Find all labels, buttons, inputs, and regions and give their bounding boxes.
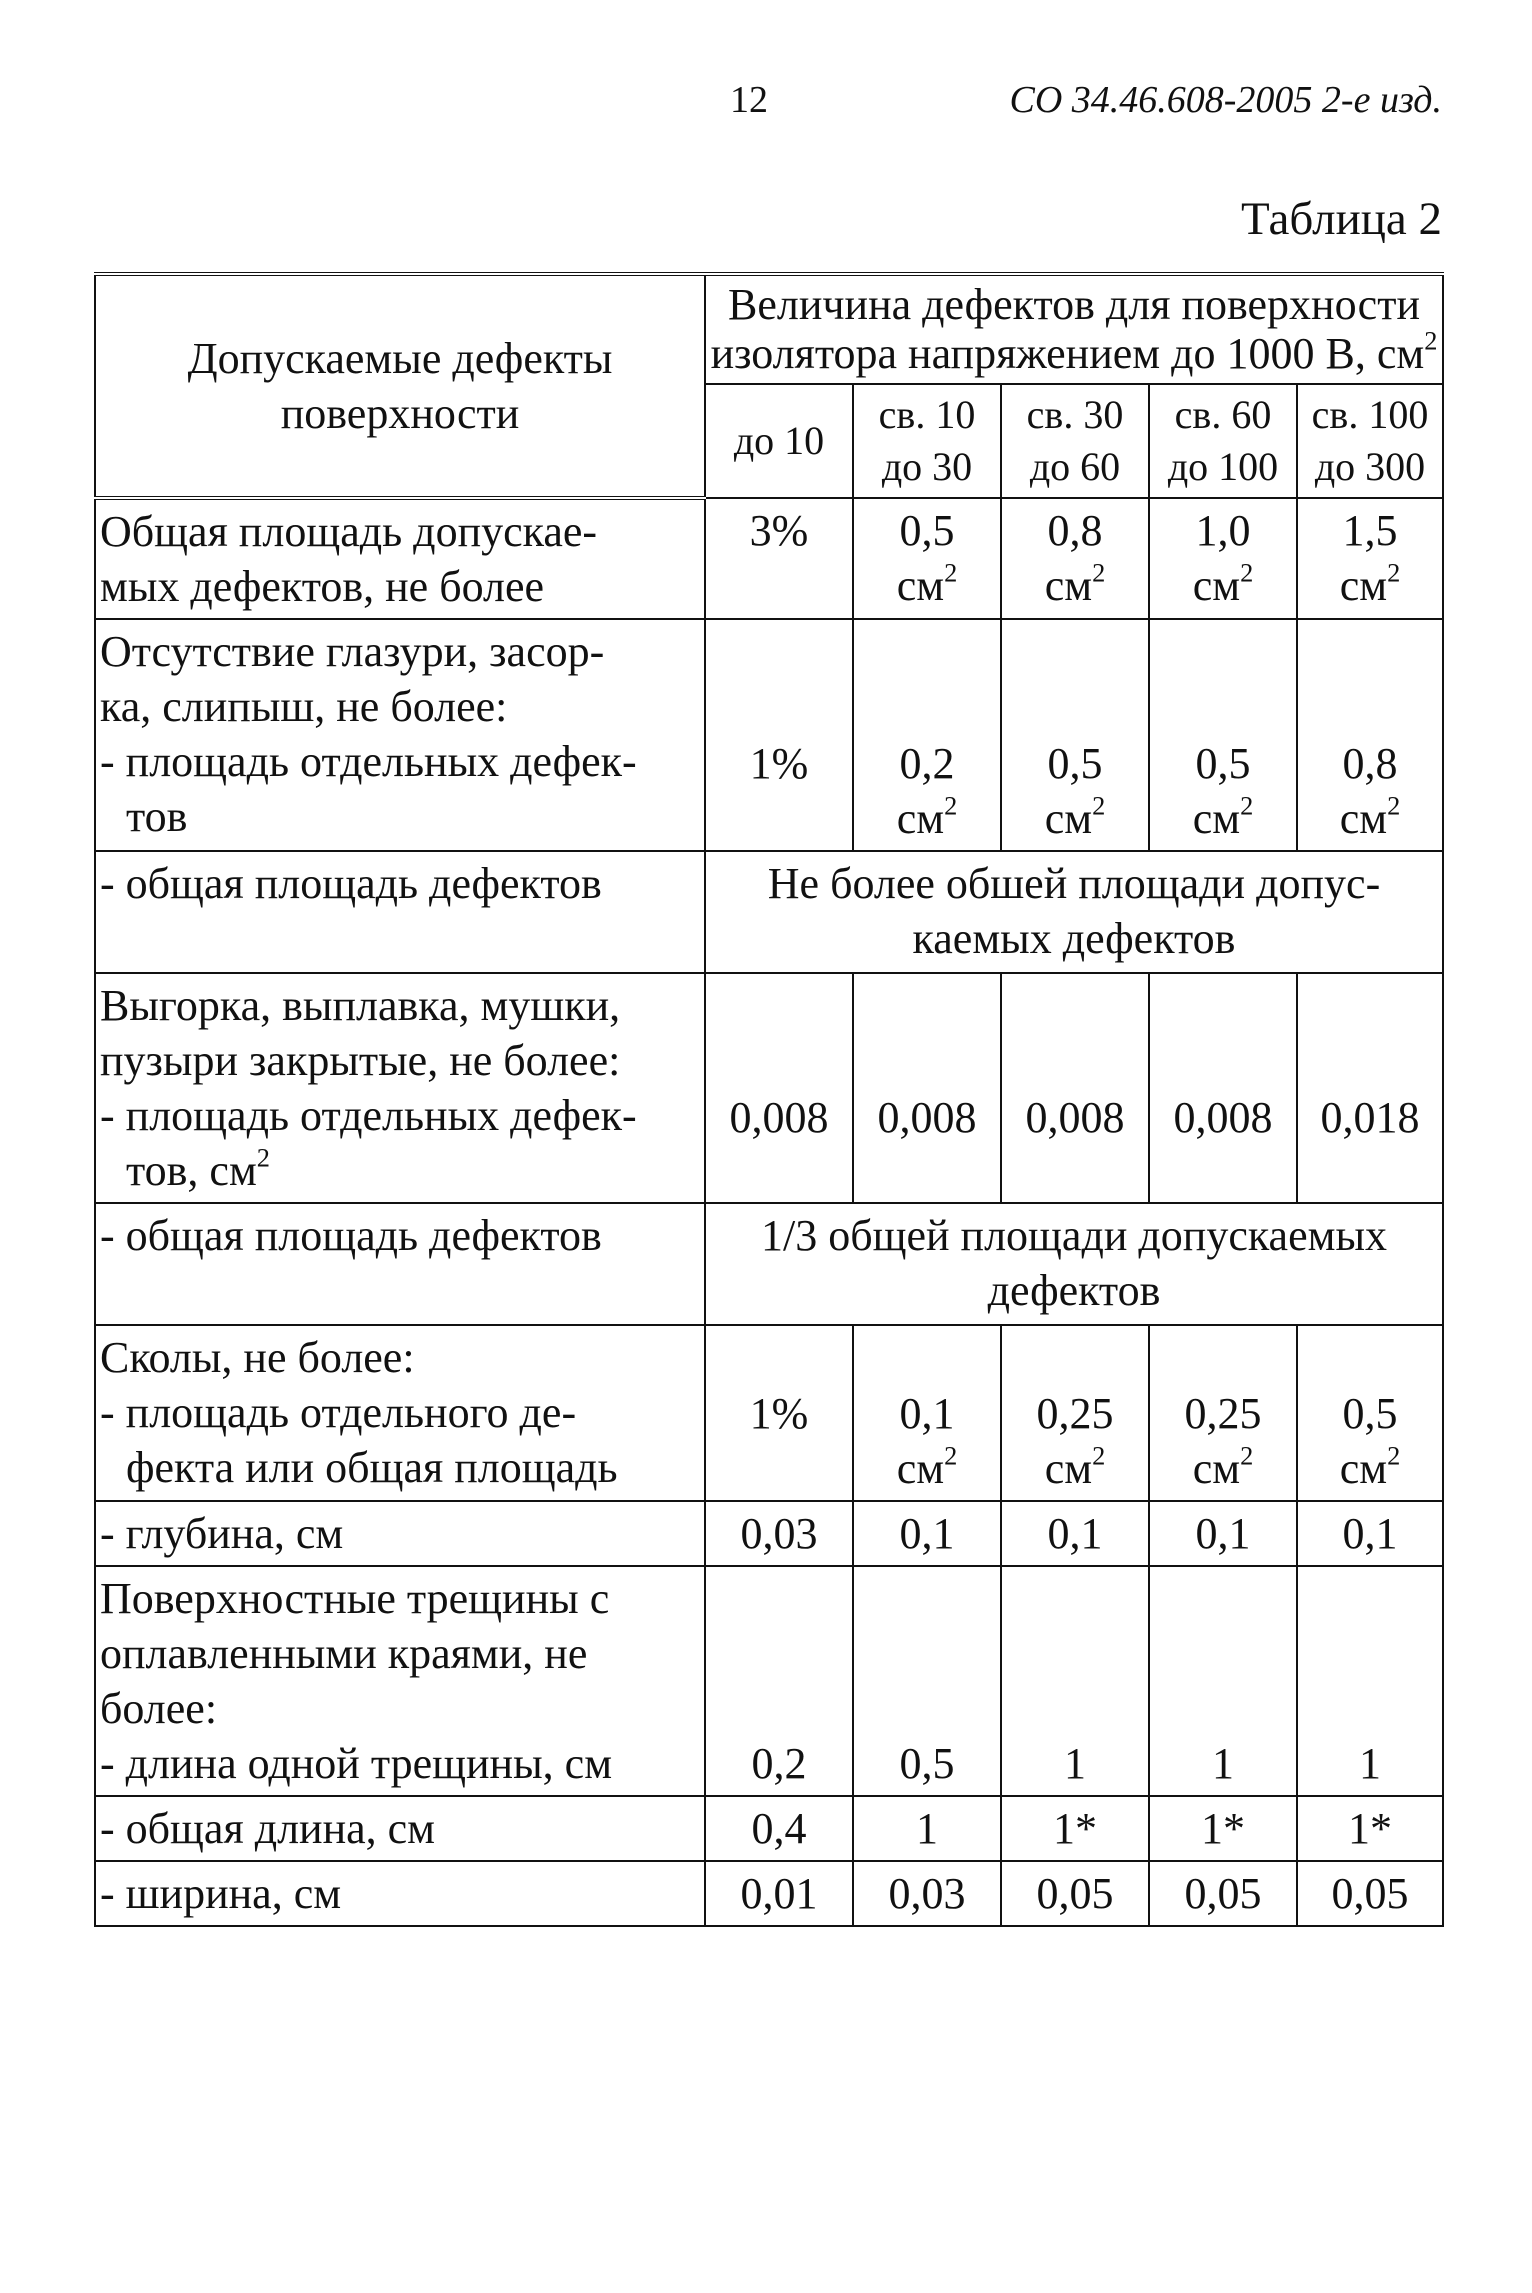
cell-value: 3% <box>749 505 809 555</box>
cell-unit: $см^2$ <box>1339 1440 1401 1493</box>
cell-value: 0,008 <box>1173 1092 1273 1142</box>
table-cell <box>853 1566 1001 1796</box>
table-cell <box>1001 619 1149 851</box>
cell-value: 0,2 <box>899 738 955 788</box>
table-row <box>95 1501 1443 1566</box>
table-row <box>95 1861 1443 1926</box>
table-cell <box>1149 1325 1297 1501</box>
table-cell <box>1297 1566 1443 1796</box>
table-cell <box>853 1325 1001 1501</box>
cell-value: 0,1 <box>1047 1508 1103 1558</box>
subheader-col-2-l1: св. 10 <box>878 391 976 437</box>
table-cell <box>1297 1861 1443 1926</box>
row-label-line: - площадь отдельных дефек- <box>100 736 637 786</box>
table-cell <box>705 498 853 619</box>
row-label <box>95 1325 705 1501</box>
table-row <box>95 498 1443 619</box>
table-cell <box>853 1501 1001 1566</box>
cell-value: 1 <box>1212 1738 1234 1788</box>
merged-cell <box>705 1203 1443 1325</box>
table-cell <box>1149 973 1297 1203</box>
subheader-col-5-l1: св. 100 <box>1311 391 1429 437</box>
cell-value: 0,25 <box>1036 1388 1114 1438</box>
cell-value: 0,05 <box>1331 1868 1409 1918</box>
table-cell <box>1149 1861 1297 1926</box>
table-row <box>95 1325 1443 1501</box>
row-label-line: мых дефектов, не более <box>100 561 545 611</box>
document-code: СО 34.46.608-2005 2-е изд. <box>1009 79 1442 121</box>
cell-value: 0,008 <box>1025 1092 1125 1142</box>
table-cell <box>705 1796 853 1861</box>
cell-unit: $см^2$ <box>1192 1440 1254 1493</box>
merged-cell <box>705 851 1443 973</box>
row-label-line: Отсутствие глазури, засор- <box>100 626 605 676</box>
table-cell <box>1001 1861 1149 1926</box>
cell-value: 0,1 <box>1342 1508 1398 1558</box>
table-cell <box>853 498 1001 619</box>
subheader-col-4-l1: св. 60 <box>1174 391 1272 437</box>
subheader-col-3 <box>1001 384 1149 498</box>
row-label-line: - общая площадь дефектов <box>100 1210 602 1260</box>
subheader-col-2-l2: до 30 <box>881 443 973 489</box>
header-defects-column <box>95 274 705 498</box>
table-cell <box>705 1501 853 1566</box>
cell-value: Не более обшей площади допус-каемых дефектов <box>767 858 1381 963</box>
table-cell <box>853 1796 1001 1861</box>
defects-table <box>94 272 1444 1927</box>
header-size-label: Величина дефектов для поверхности изолятора напряжением до 1000 В, см <box>710 280 1425 379</box>
cell-unit: $см^2$ <box>1339 790 1401 843</box>
row-label-line: Поверхностные трещины с <box>100 1573 610 1623</box>
cell-value: 1,0 <box>1195 505 1251 555</box>
header-size-group <box>705 274 1443 384</box>
cell-value: 0,008 <box>729 1092 829 1142</box>
row-label-line: Выгорка, выплавка, мушки, <box>100 980 621 1030</box>
table-cell <box>1001 973 1149 1203</box>
cell-unit: $см^2$ <box>896 557 958 610</box>
cell-value: 0,03 <box>888 1868 966 1918</box>
row-label-line: - ширина, см <box>100 1868 342 1918</box>
table-cell <box>1001 498 1149 619</box>
table-cell <box>1149 1796 1297 1861</box>
cell-unit: $см^2$ <box>1339 557 1401 610</box>
row-label-line: ка, слипыш, не более: <box>100 681 508 731</box>
table-row <box>95 1203 1443 1325</box>
cell-value: 1 <box>916 1803 938 1853</box>
table-cell <box>705 1861 853 1926</box>
cell-value: 1* <box>1053 1803 1097 1853</box>
table-cell <box>853 619 1001 851</box>
subheader-col-4-l2: до 100 <box>1167 443 1279 489</box>
row-label-line: оплавленными краями, не <box>100 1628 588 1678</box>
row-label-line: Сколы, не более: <box>100 1332 415 1382</box>
table-cell <box>853 1861 1001 1926</box>
cell-value: 0,018 <box>1320 1092 1420 1142</box>
cell-value: 0,05 <box>1184 1868 1262 1918</box>
row-label <box>95 973 705 1203</box>
subheader-col-3-l1: св. 30 <box>1026 391 1124 437</box>
table-row <box>95 851 1443 973</box>
subheader-col-2 <box>853 384 1001 498</box>
subheader-col-4 <box>1149 384 1297 498</box>
table-cell <box>853 973 1001 1203</box>
row-label <box>95 1501 705 1566</box>
row-label-line: - общая длина, см <box>100 1803 436 1853</box>
cell-value: 0,5 <box>899 1738 955 1788</box>
row-label-line: - площадь отдельных дефек- <box>100 1090 637 1140</box>
cell-value: 0,1 <box>899 1388 955 1438</box>
subheader-col-5 <box>1297 384 1443 498</box>
table-cell <box>705 619 853 851</box>
table-cell <box>1297 1796 1443 1861</box>
table-cell <box>1149 498 1297 619</box>
cell-value: 1/3 общей площади допускаемых дефектов <box>760 1210 1388 1315</box>
cell-value: 1 <box>1359 1738 1381 1788</box>
row-label-line: тов, $см^2$ <box>126 1142 270 1195</box>
cell-value: 0,01 <box>740 1868 818 1918</box>
row-label <box>95 498 705 619</box>
cell-unit: $см^2$ <box>1044 1440 1106 1493</box>
cell-value: 0,5 <box>899 505 955 555</box>
row-label <box>95 851 705 973</box>
row-label-line: Общая площадь допускае- <box>100 506 598 556</box>
table-cell <box>1297 619 1443 851</box>
subheader-col-3-l2: до 60 <box>1029 443 1121 489</box>
cell-unit: $см^2$ <box>1044 557 1106 610</box>
table-cell <box>1149 619 1297 851</box>
cell-value: 0,05 <box>1036 1868 1114 1918</box>
subheader-col-1 <box>705 384 853 498</box>
cell-value: 0,03 <box>740 1508 818 1558</box>
table-cell <box>1297 973 1443 1203</box>
cell-value: 1 <box>1064 1738 1086 1788</box>
row-label <box>95 1861 705 1926</box>
row-label-line: фекта или общая площадь <box>126 1442 618 1492</box>
row-label-line: - общая площадь дефектов <box>100 858 602 908</box>
cell-value: 1* <box>1348 1803 1392 1853</box>
cell-unit: $см^2$ <box>896 790 958 843</box>
table-caption: Таблица 2 <box>1240 193 1442 245</box>
cell-value: 0,4 <box>751 1803 807 1853</box>
table-row <box>95 1796 1443 1861</box>
row-label <box>95 1203 705 1325</box>
cell-value: 0,1 <box>1195 1508 1251 1558</box>
subheader-col-1-l1: до 10 <box>733 417 825 463</box>
row-label <box>95 619 705 851</box>
row-label <box>95 1566 705 1796</box>
row-label-line: - площадь отдельного де- <box>100 1387 577 1437</box>
table-cell <box>705 973 853 1203</box>
cell-value: 0,25 <box>1184 1388 1262 1438</box>
cell-value: 0,5 <box>1047 738 1103 788</box>
cell-value: 0,8 <box>1342 738 1398 788</box>
cell-unit: $см^2$ <box>1192 790 1254 843</box>
cell-unit: $см^2$ <box>896 1440 958 1493</box>
row-label-line: более: <box>100 1683 218 1733</box>
row-label-line: - длина одной трещины, см <box>100 1738 613 1788</box>
cell-value: 0,5 <box>1195 738 1251 788</box>
header-row <box>95 274 1443 384</box>
table-cell <box>705 1325 853 1501</box>
table-cell <box>1149 1501 1297 1566</box>
table-cell <box>1297 498 1443 619</box>
table-cell <box>705 1566 853 1796</box>
table-cell <box>1001 1796 1149 1861</box>
table-cell <box>1001 1566 1149 1796</box>
cell-value: 1% <box>749 1388 809 1438</box>
cell-value: 1* <box>1201 1803 1245 1853</box>
cell-value: 0,8 <box>1047 505 1103 555</box>
row-label-line: - глубина, см <box>100 1508 344 1558</box>
row-label-line: тов <box>126 791 188 841</box>
cell-value: 0,5 <box>1342 1388 1398 1438</box>
table-cell <box>1297 1501 1443 1566</box>
subheader-col-5-l2: до 300 <box>1314 443 1426 489</box>
cell-value: 1,5 <box>1342 505 1398 555</box>
cell-unit: $см^2$ <box>1192 557 1254 610</box>
row-label <box>95 1796 705 1861</box>
table-cell <box>1001 1501 1149 1566</box>
row-label-line: пузыри закрытые, не более: <box>100 1035 621 1085</box>
header-defects-label: Допускаемые дефекты поверхности <box>187 333 613 438</box>
table-row <box>95 619 1443 851</box>
table-row <box>95 973 1443 1203</box>
table-cell <box>1297 1325 1443 1501</box>
cell-value: 0,2 <box>751 1738 807 1788</box>
page-number: 12 <box>730 79 768 121</box>
table-row <box>95 1566 1443 1796</box>
cell-value: 0,008 <box>877 1092 977 1142</box>
header-size-sup: 2 <box>1424 325 1438 356</box>
table-cell <box>1001 1325 1149 1501</box>
table-cell <box>1149 1566 1297 1796</box>
cell-value: 1% <box>749 738 809 788</box>
cell-value: 0,1 <box>899 1508 955 1558</box>
cell-unit: $см^2$ <box>1044 790 1106 843</box>
